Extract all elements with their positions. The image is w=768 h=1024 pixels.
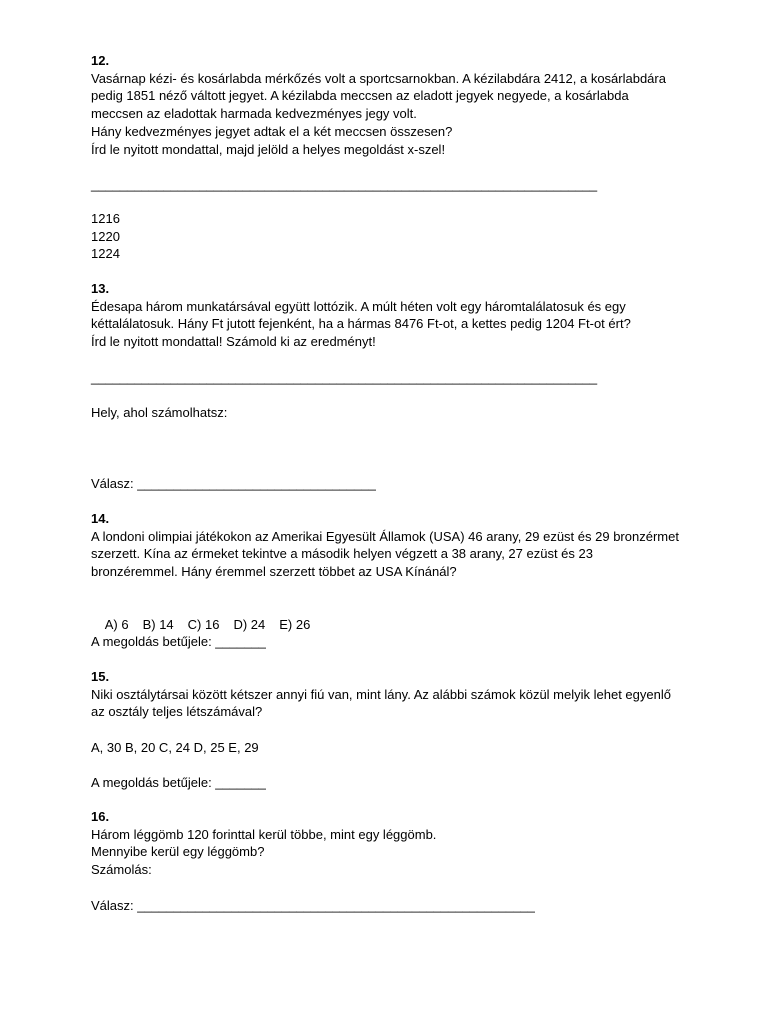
answer-options [91,210,691,263]
question-text-line: Írd le nyitott mondattal! Számold ki az eredményt! [91,334,376,350]
answer-option[interactable]: A) 6 [104,616,129,632]
question-13 [91,280,691,351]
answer-option[interactable]: D) 24 [233,616,266,632]
question-text-line: kéttalálatosuk. Hány Ft jutott fejenként, ha a hármas 8476 Ft-ot, a kettes pedig 1204 Ft-ot ért? [91,316,631,332]
question-text-line: pedig 1851 néző váltott jegyet. A kézilabda meccsen az eladott jegyek negyede, a kosárlabda [91,88,629,104]
question-text-line: az osztály teljes létszámával? [91,704,263,720]
question-12 [91,52,691,158]
question-text-line: meccsen az eladottak harmada kedvezményes jegy volt. [91,106,417,122]
question-text-line: Édesapa három munkatársával együtt lottózik. A múlt héten volt egy háromtalálatosuk és egy [91,298,626,314]
question-text-line: A londoni olimpiai játékokon az Amerikai Egyesült Államok (USA) 46 arany, 29 ezüst és 29 bronzérmet [91,528,679,544]
question-text-line: Írd le nyitott mondattal, majd jelöld a helyes megoldást x-szel! [91,141,446,157]
question-text-line: Számolás: [91,862,152,878]
question-text-line: bronzéremmel. Hány éremmel szerzett többet az USA Kínánál? [91,564,457,580]
answer-option[interactable]: 1216 [91,211,120,226]
question-text-line: Hány kedvezményes jegyet adtak el a két meccsen összesen? [91,123,453,139]
question-number: 16. [91,809,110,824]
answer-option[interactable]: E) 26 [279,616,311,632]
question-15 [91,668,691,721]
answer-line[interactable]: ______________________________________________________________________ [91,177,598,192]
question-number: 14. [91,511,110,526]
question-text-line: Három léggömb 120 forinttal kerül többe, mint egy léggömb. [91,826,437,842]
answer-field[interactable]: Válasz: _________________________________ [91,476,376,491]
question-text-line: Vasárnap kézi- és kosárlabda mérkőzés volt a sportcsarnokban. A kézilabdára 2412, a kosárlabdára [91,70,666,86]
answer-line[interactable]: ______________________________________________________________________ [91,370,598,385]
answer-option[interactable]: 1220 [91,228,120,244]
question-text-line: Niki osztálytársai között kétszer annyi fiú van, mint lány. Az alábbi számok közül melyik lehet egyenlő [91,686,671,702]
answer-option[interactable]: B) 14 [142,616,174,632]
question-number: 13. [91,281,110,296]
question-text-line: szerzett. Kína az érmeket tekintve a második helyen végzett a 38 arany, 27 ezüst és 23 [91,546,593,562]
question-14 [91,510,691,581]
question-number: 15. [91,669,110,684]
answer-letter-field[interactable]: A megoldás betűjele: _______ [91,634,266,649]
answer-field[interactable]: Válasz: _______________________________________________________ [91,898,535,913]
answer-options[interactable]: A, 30 B, 20 C, 24 D, 25 E, 29 [91,740,259,755]
answer-option[interactable]: 1224 [91,246,120,262]
answer-option[interactable]: C) 16 [187,616,220,632]
question-number: 12. [91,53,110,68]
answer-letter-field[interactable]: A megoldás betűjele: _______ [91,775,266,790]
work-area-label: Hely, ahol számolhatsz: [91,405,228,420]
question-16 [91,808,691,879]
question-text-line: Mennyibe kerül egy léggömb? [91,844,265,860]
